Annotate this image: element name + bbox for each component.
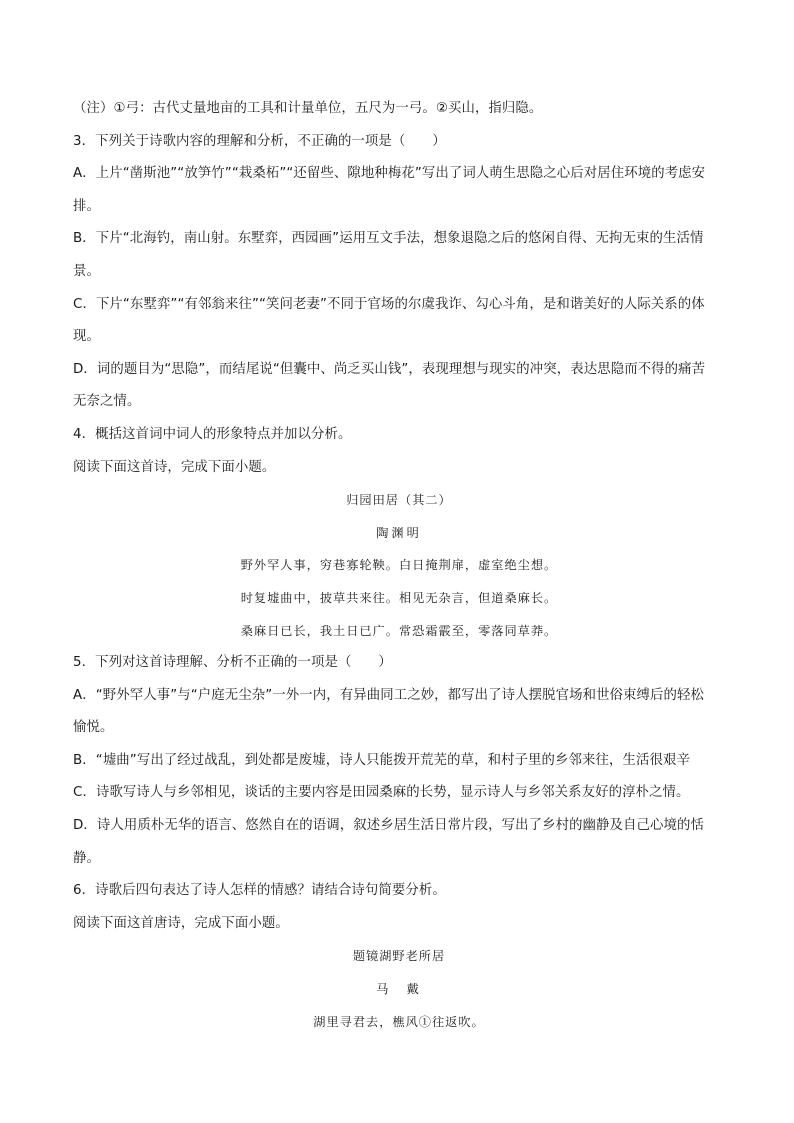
question-3-option-a-cont: 排。 xyxy=(73,198,100,214)
question-3-option-c: C．下片“东墅弈”“有邻翁来往”“笑问老妻”不同于官场的尔虞我诈、勾心斗角，是和谐美好的人际关系的体 xyxy=(73,296,705,312)
question-5-option-c: C．诗歌写诗人与乡邻相见，谈话的主要内容是田园桑麻的长势，显示诗人与乡邻关系友好的淳朴之情。 xyxy=(73,785,690,801)
poem-2-line: 湖里寻君去，樵风①往返吹。 xyxy=(313,1014,485,1029)
question-4-stem: 4．概括这首词中词人的形象特点并加以分析。 xyxy=(73,426,352,442)
question-5-stem: 5．下列对这首诗理解、分析不正确的一项是（ ） xyxy=(73,655,392,671)
question-3-option-a: A．上片“凿斯池”“放笋竹”“栽桑柘”“还留些、隙地种梅花”写出了词人萌生思隐之心后对居住环境的考虑安 xyxy=(73,166,706,182)
question-3-option-b: B．下片“北海钓，南山射。东墅弈，西园画”运用互文手法，想象退隐之后的悠闲自得、无拘无束的生活情 xyxy=(73,231,704,247)
reading-instruction-1: 阅读下面这首诗，完成下面小题。 xyxy=(73,459,276,475)
question-3-option-b-cont: 景。 xyxy=(73,263,100,279)
poem-1-line: 野外罕人事，穷巷寡轮鞅。白日掩荆扉，虚室绝尘想。 xyxy=(240,558,558,573)
poem-1-line: 时复墟曲中，披草共来往。相见无杂言，但道桑麻长。 xyxy=(240,590,558,605)
question-5-option-d-cont: 静。 xyxy=(73,850,100,866)
question-3-option-d: D．词的题目为“思隐”，而结尾说“但囊中、尚乏买山钱”，表现理想与现实的冲突，表达思隐而不得的痛苦 xyxy=(73,361,706,377)
poem-1-line: 桑麻日已长，我土日已广。常恐霜霰至，零落同草莽。 xyxy=(240,623,558,638)
poem-1-author: 陶渊明 xyxy=(376,525,422,540)
question-5-option-a: A．“野外罕人事”与“户庭无尘杂”一外一内，有异曲同工之妙，都写出了诗人摆脱官场和世俗束缚后的轻松 xyxy=(73,687,704,703)
poem-2-title: 题镜湖野老所居 xyxy=(352,949,446,964)
document-body xyxy=(73,99,725,1044)
poem-2-author: 马 戴 xyxy=(376,982,422,997)
question-5-option-b: B．“墟曲”写出了经过战乱，到处都是废墟，诗人只能拨开荒芜的草，和村子里的乡邻来往，生活很艰辛 xyxy=(73,752,690,768)
question-3-option-d-cont: 无奈之情。 xyxy=(73,394,141,410)
question-3-option-c-cont: 现。 xyxy=(73,329,100,345)
poem-1 xyxy=(73,490,725,640)
poem-1-title: 归园田居（其二） xyxy=(346,493,452,508)
question-3 xyxy=(73,132,725,413)
footnote: （注）①弓：古代丈量地亩的工具和计量单位，五尺为一弓。②买山，指归隐。 xyxy=(73,101,543,116)
question-5 xyxy=(73,653,725,869)
question-5-option-a-cont: 愉悦。 xyxy=(73,720,114,736)
poem-2 xyxy=(73,946,725,1031)
question-3-stem: 3．下列关于诗歌内容的理解和分析，不正确的一项是（ ） xyxy=(73,133,446,149)
reading-instruction-2: 阅读下面这首唐诗，完成下面小题。 xyxy=(73,915,289,931)
question-5-option-d: D．诗人用质朴无华的语言、悠然自在的语调，叙述乡居生活日常片段，写出了乡村的幽静及自己心境的恬 xyxy=(73,818,704,834)
question-6-stem: 6．诗歌后四句表达了诗人怎样的情感？请结合诗句简要分析。 xyxy=(73,883,446,899)
